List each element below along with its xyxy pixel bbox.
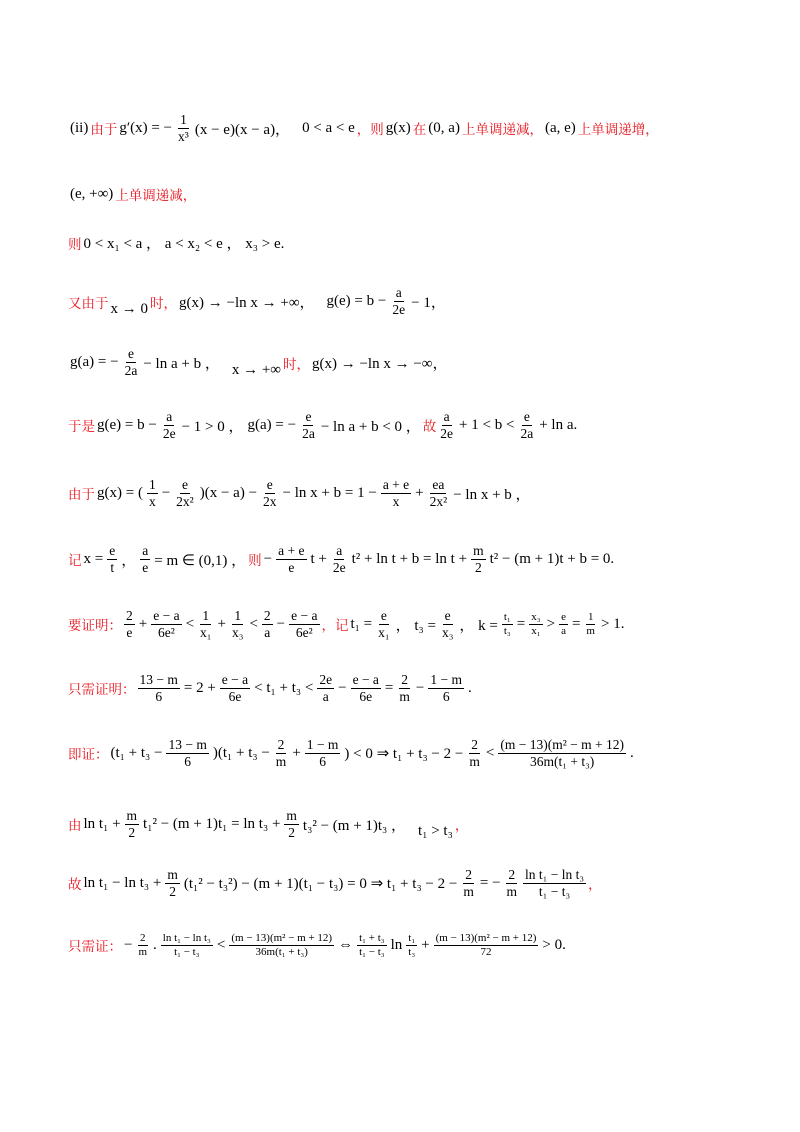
formula: t₁ > t₃ — [418, 822, 453, 839]
formula: − — [415, 679, 425, 696]
line-8 — [68, 543, 760, 575]
line-7 — [68, 477, 760, 509]
fraction: $\frac{\text{t₁ + t₃}}{\text{t₁ − t₃}}$ — [359, 932, 385, 958]
formula: g(x) = ( — [97, 484, 143, 501]
fraction: $\frac{2}{m}$ — [399, 672, 410, 704]
formula: ， — [121, 552, 137, 569]
formula: ， t₃ = — [395, 617, 436, 634]
text: 由于 — [90, 122, 118, 139]
fraction: $\frac{m}{2}$ — [167, 867, 178, 899]
fraction: $\frac{e - a}{\text{6e²}}$ — [291, 608, 318, 640]
text: 故 — [422, 419, 437, 436]
formula: − — [263, 550, 273, 567]
formula: > 0. — [542, 936, 566, 953]
text: ，则 — [356, 122, 384, 139]
fraction: $\frac{e}{t}$ — [109, 543, 116, 575]
formula: (x − e)(x − a)， — [194, 121, 291, 138]
text: ， — [588, 877, 602, 894]
formula: x → 0 — [110, 301, 148, 317]
fraction: $\frac{\text{(m − 13)(m² − m + 12)}}{\text{36m(t₁ + t₃)}}$ — [231, 932, 333, 958]
formula: t₃² − (m + 1)t₃ ， — [302, 817, 407, 834]
text: 时， — [282, 356, 310, 373]
formula: < — [185, 615, 195, 632]
text: 则 — [248, 553, 262, 570]
fraction: $\frac{e}{\text{x₃}}$ — [441, 608, 454, 640]
fraction: $\frac{2e}{a}$ — [319, 672, 333, 704]
fraction: $\frac{a}{2e}$ — [162, 409, 176, 441]
formula: t₁² − (m + 1)t₁ = ln t₃ + — [143, 815, 281, 832]
fraction: $\frac{e - a}{6e}$ — [352, 672, 379, 704]
text: 上单调递增， — [577, 122, 659, 139]
formula: g(x) → −ln x → +∞， — [179, 295, 315, 311]
text: 上单调递减， — [461, 122, 543, 139]
fraction: $\frac{e}{\text{x₁}}$ — [378, 608, 390, 640]
fraction: $\frac{\text{(m − 13)(m² − m + 12)}}{72}$ — [435, 932, 537, 958]
formula: g(a) = − — [247, 416, 297, 433]
formula: 0 < x₁ < a ， a < x₂ < e ， x₃ > e. — [83, 236, 285, 252]
fraction: $\frac{\text{t₁}}{\text{t₃}}$ — [503, 610, 511, 637]
fraction: $\frac{m}{2}$ — [286, 808, 297, 840]
line-3 — [68, 232, 760, 253]
formula: ln — [390, 936, 403, 953]
formula: + — [217, 615, 226, 632]
formula: − — [161, 484, 171, 501]
text: ， — [454, 818, 469, 835]
line-6 — [68, 409, 760, 441]
formula: . — [153, 936, 157, 953]
fraction: $\frac{e}{2a}$ — [124, 346, 138, 378]
formula: = 2 + — [183, 679, 216, 696]
formula: > 1. — [600, 615, 625, 632]
formula: + — [292, 744, 301, 761]
formula: . — [629, 744, 634, 761]
formula: + — [138, 615, 148, 632]
text: 即证： — [68, 747, 109, 764]
formula: t + — [310, 550, 327, 567]
formula: ln t₁ + — [83, 815, 121, 832]
fraction: $\frac{1 - m}{6}$ — [430, 672, 462, 704]
fraction: $\frac{e}{2x}$ — [263, 477, 277, 509]
formula: = − — [479, 874, 501, 891]
fraction: $\frac{1}{x}$ — [148, 477, 156, 509]
fraction: $\frac{2}{m}$ — [469, 737, 480, 769]
fraction: $\frac{13 - m}{6}$ — [139, 672, 178, 704]
fraction: $\frac{a + e}{e}$ — [278, 543, 305, 575]
fraction: $\frac{e - a}{6e}$ — [221, 672, 249, 704]
fraction: $\frac{2}{e}$ — [126, 608, 133, 640]
fraction: $\frac{2}{m}$ — [138, 932, 148, 958]
text: 上单调递减， — [115, 188, 197, 204]
text: 只需证： — [68, 939, 122, 956]
fraction: $\frac{a}{2e}$ — [392, 285, 406, 317]
formula: (a, e) — [544, 119, 576, 136]
line-2 — [68, 184, 760, 204]
formula: ) < 0 ⇒ t₁ + t₃ − 2 − — [344, 745, 464, 762]
fraction: $\frac{a}{e}$ — [142, 543, 149, 575]
fraction: $\frac{1}{\text{x³}}$ — [178, 112, 189, 144]
formula: − — [276, 615, 286, 632]
formula: − 1 > 0 ， — [181, 418, 244, 435]
fraction: $\frac{2}{m}$ — [506, 867, 518, 899]
line-14 — [68, 932, 760, 958]
fraction: $\frac{e - a}{\text{6e²}}$ — [153, 608, 180, 640]
formula: + — [421, 936, 430, 953]
formula: + — [415, 484, 424, 501]
line-9: 要证明： $\frac{2}{e}$ + $\frac{e - a}{\text{6e²}}$ < $\frac{1}{\text{x₁}}$ + $\frac{1}{\text{x₃}}$ < $\frac{2}{a}$ − $\frac{e - a}{\text{6e²}}$ ，记 t₁ = $\frac{e}{\text{x₁}}$ ， t₃ = $\frac{e}{\text{x₃}}$ ， k = $\frac{\text{t₁}}{\text{t₃}}$ = $\frac{\text{x₃}}{\text{x₁}}$ > $\frac{e}{a}$ = $\frac{1}{m}$ > 1. — [68, 608, 625, 640]
fraction: $\frac{e}{a}$ — [561, 610, 566, 637]
fraction: $\frac{m}{2}$ — [473, 543, 484, 575]
line-4 — [68, 285, 760, 318]
formula: = — [384, 679, 394, 696]
fraction: $\frac{\text{ln t₁ − ln t₃}}{\text{t₁ − t₃}}$ — [525, 867, 585, 899]
text: 时， — [150, 295, 177, 312]
text: 只需证明： — [68, 682, 136, 699]
formula: ln t₁ − ln t₃ + — [83, 874, 162, 891]
text: 又由于 — [68, 295, 109, 312]
fraction: $\frac{\text{ln t₁ − ln t₃}}{\text{t₁ − t₃}}$ — [162, 932, 211, 958]
fraction: $\frac{\text{(m − 13)(m² − m + 12)}}{\text{36m(t₁ + t₃)}}$ — [500, 737, 624, 769]
formula: (t₁² − t₃²) − (m + 1)(t₁ − t₃) = 0 ⇒ t₁ + t₃ − 2 − — [183, 875, 458, 892]
formula: − ln a + b ， — [143, 356, 220, 372]
formula: ⇔ — [338, 936, 354, 953]
formula: x → +∞ — [231, 362, 281, 378]
formula: (0, a) — [428, 119, 460, 136]
text: 则 — [68, 236, 82, 253]
text: 于是 — [68, 419, 95, 436]
formula: + ln a. — [539, 416, 578, 433]
text: 在 — [412, 122, 427, 139]
formula: t₁ = — [350, 615, 373, 632]
formula: 0 < a < e — [302, 119, 355, 136]
formula: g(e) = b − — [97, 416, 157, 433]
fraction: $\frac{e}{2a}$ — [520, 409, 534, 441]
fraction: $\frac{\text{t₁}}{\text{t₃}}$ — [408, 932, 416, 958]
fraction: $\frac{a}{2e}$ — [332, 543, 346, 575]
fraction: $\frac{2}{a}$ — [263, 608, 271, 640]
formula: . — [468, 679, 472, 696]
formula: < — [249, 615, 258, 632]
formula: − — [338, 679, 347, 696]
text: 由 — [68, 818, 82, 835]
text: 由于 — [68, 487, 95, 504]
formula: t² + ln t + b = ln t + — [351, 550, 468, 567]
text: ，记 — [321, 618, 349, 635]
fraction: $\frac{e}{2a}$ — [302, 409, 315, 441]
formula: (t₁ + t₃ − — [110, 744, 163, 761]
formula: )(t₁ + t₃ − — [212, 744, 270, 761]
fraction: $\frac{1}{m}$ — [586, 610, 595, 637]
formula: < t₁ + t₃ < — [254, 679, 314, 696]
line-1 — [68, 112, 760, 144]
text: 故 — [68, 877, 82, 894]
formula: x = — [83, 550, 104, 567]
line-13 — [68, 867, 760, 899]
formula: − ln x + b ， — [453, 486, 531, 503]
formula: − — [124, 936, 133, 953]
fraction: $\frac{a + e}{x}$ — [382, 477, 410, 509]
formula: ， k = — [459, 617, 498, 634]
fraction: $\frac{e}{\text{2x²}}$ — [176, 477, 194, 509]
formula: − 1， — [411, 295, 446, 311]
fraction: $\frac{a}{2e}$ — [440, 409, 454, 441]
formula: < — [485, 744, 495, 761]
line-12 — [68, 808, 760, 840]
part-label: (ii) — [70, 119, 89, 136]
fraction: $\frac{\text{x₃}}{\text{x₁}}$ — [531, 610, 541, 637]
text: 要证明： — [68, 618, 122, 635]
line-11 — [68, 737, 760, 769]
fraction: $\frac{1 - m}{6}$ — [306, 737, 339, 769]
formula: g(x) → −ln x → −∞， — [311, 356, 448, 372]
formula: )(x − a) − — [199, 484, 258, 501]
formula: g′(x) = − — [119, 119, 173, 136]
formula: + 1 < b < — [459, 416, 515, 433]
fraction: $\frac{2}{m}$ — [275, 737, 287, 769]
text: 记 — [68, 553, 82, 570]
formula: = m ∈ (0,1) ， — [154, 552, 247, 569]
formula: < — [216, 936, 226, 953]
line-10 — [68, 672, 760, 704]
fraction: $\frac{2}{m}$ — [463, 867, 474, 899]
formula: g(a) = − — [70, 354, 119, 370]
fraction: $\frac{13 - m}{6}$ — [168, 737, 207, 769]
fraction: $\frac{ea}{\text{2x²}}$ — [429, 477, 448, 509]
fraction: $\frac{1}{\text{x₃}}$ — [231, 608, 244, 640]
formula: g(x) — [385, 119, 411, 136]
line-5 — [68, 346, 760, 379]
formula: t² − (m + 1)t + b = 0. — [489, 550, 615, 567]
formula: − ln a + b < 0 ， — [320, 418, 421, 435]
fraction: $\frac{1}{\text{x₁}}$ — [200, 608, 212, 640]
formula: (e, +∞) — [70, 185, 114, 202]
fraction: $\frac{m}{2}$ — [126, 808, 138, 840]
formula: − ln x + b = 1 − — [282, 484, 377, 501]
formula: g(e) = b − — [326, 293, 387, 309]
